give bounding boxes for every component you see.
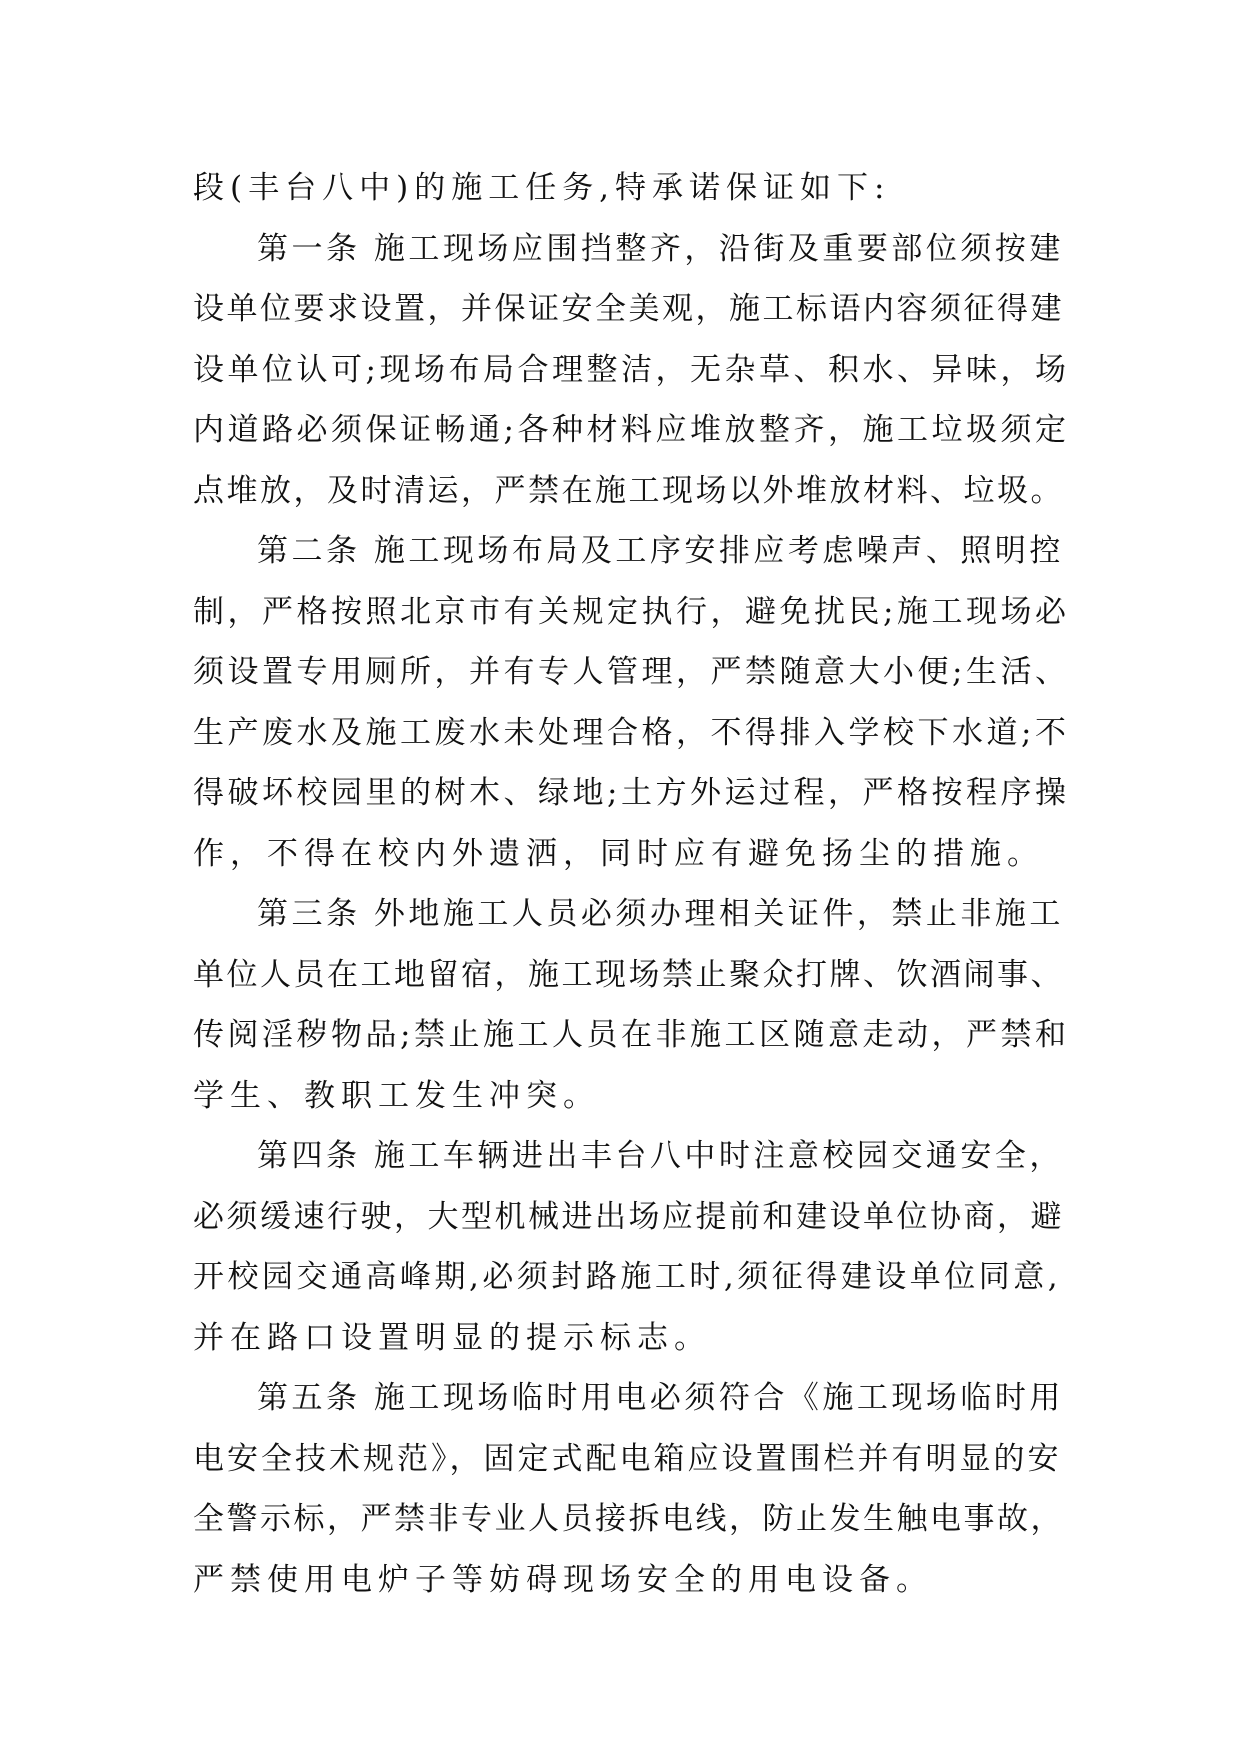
text-line: 点堆放，及时清运，严禁在施工现场以外堆放材料、垃圾。 xyxy=(193,472,1064,509)
document-body xyxy=(193,158,1073,1610)
text-line: 内道路必须保证畅通;各种材料应堆放整齐，施工垃圾须定 xyxy=(193,412,1070,448)
text-line: 必须缓速行驶，大型机械进出场应提前和建设单位协商，避 xyxy=(193,1198,1064,1235)
text-line: 第五条 施工现场临时用电必须符合《施工现场临时用 xyxy=(257,1380,1064,1416)
text-line: 单位人员在工地留宿，施工现场禁止聚众打牌、饮酒闹事、 xyxy=(193,956,1064,993)
text-line: 电安全技术规范》，固定式配电箱应设置围栏并有明显的安 xyxy=(193,1440,1062,1477)
text-line: 并在路口设置明显的提示标志。 xyxy=(193,1319,711,1356)
text-line: 全警示标，严禁非专业人员接拆电线，防止发生触电事故， xyxy=(193,1501,1064,1537)
text-line: 生产废水及施工废水未处理合格，不得排入学校下水道;不 xyxy=(193,714,1070,751)
text-line: 学生、教职工发生冲突。 xyxy=(193,1077,600,1114)
text-line: 传阅淫秽物品;禁止施工人员在非施工区随意走动，严禁和 xyxy=(193,1017,1070,1053)
text-line: 第二条 施工现场布局及工序安排应考虑噪声、照明控 xyxy=(257,533,1064,569)
text-line: 得破坏校园里的树木、绿地;土方外运过程，严格按程序操 xyxy=(193,775,1070,811)
text-line: 严禁使用电炉子等妨碍现场安全的用电设备。 xyxy=(193,1561,933,1598)
text-line: 第一条 施工现场应围挡整齐，沿街及重要部位须按建 xyxy=(257,230,1064,267)
text-line: 制，严格按照北京市有关规定执行，避免扰民;施工现场必 xyxy=(193,593,1070,630)
text-line: 作，不得在校内外遗洒，同时应有避免扬尘的措施。 xyxy=(193,835,1044,872)
text-line: 设单位认可;现场布局合理整洁，无杂草、积水、异味，场 xyxy=(193,351,1070,388)
text-line: 设单位要求设置，并保证安全美观，施工标语内容须征得建 xyxy=(193,291,1064,327)
text-line: 开校园交通高峰期,必须封路施工时,须征得建设单位同意, xyxy=(193,1259,1062,1295)
text-line: 第三条 外地施工人员必须办理相关证件，禁止非施工 xyxy=(257,896,1064,932)
text-line: 第四条 施工车辆进出丰台八中时注意校园交通安全， xyxy=(257,1138,1064,1174)
text-line: 段(丰台八中)的施工任务,特承诺保证如下: xyxy=(193,170,891,206)
text-line: 须设置专用厕所，并有专人管理，严禁随意大小便;生活、 xyxy=(193,654,1070,690)
